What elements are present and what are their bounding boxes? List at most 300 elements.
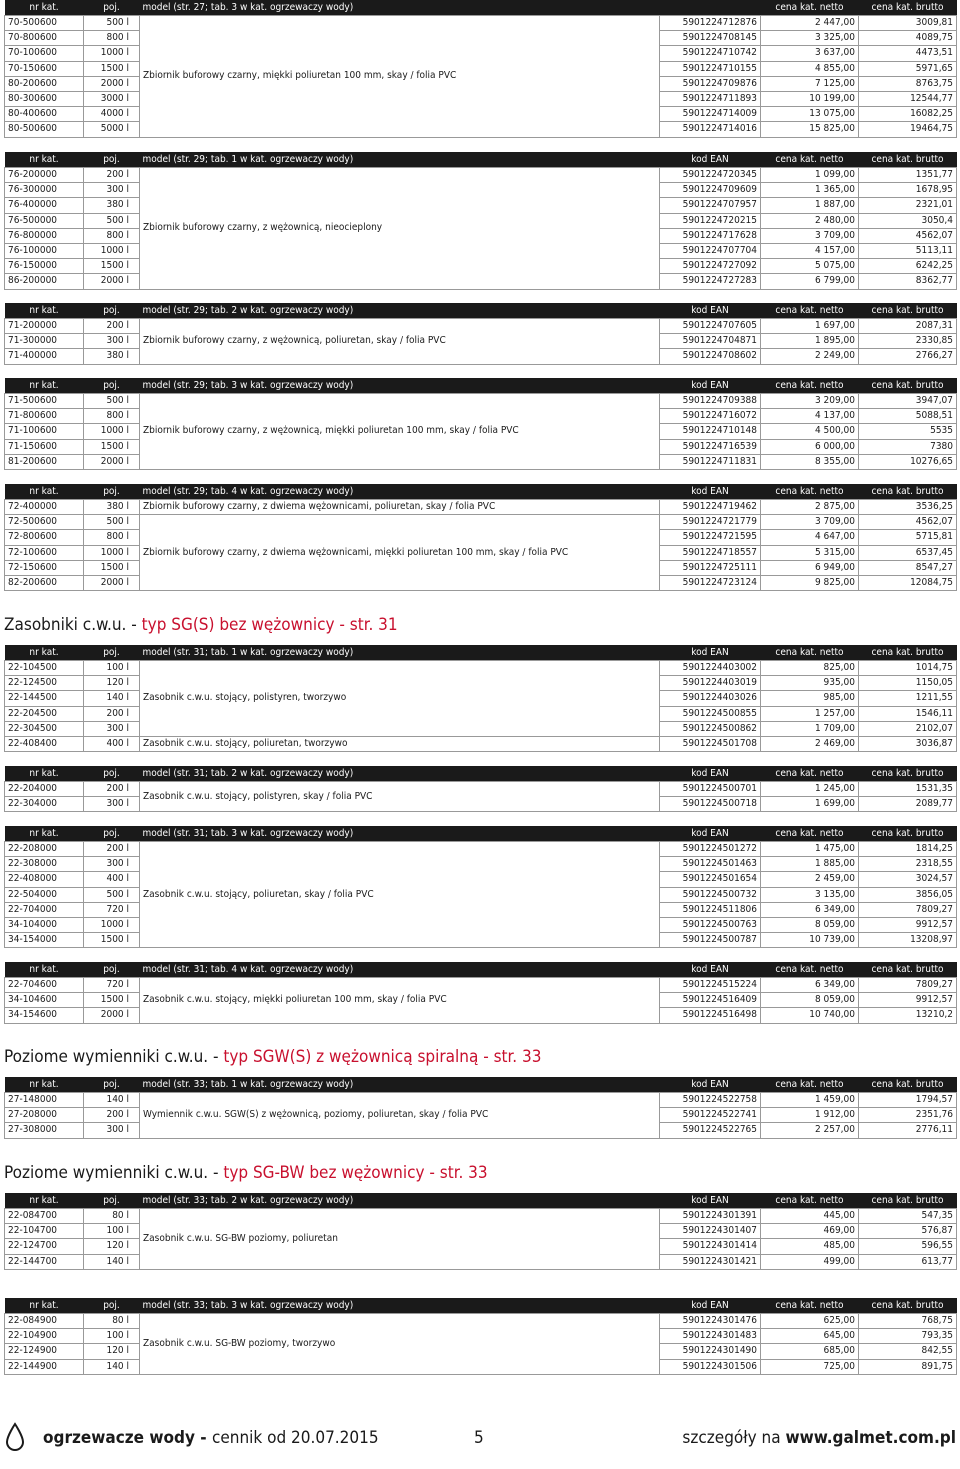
- capacity: 80 l: [84, 1209, 140, 1224]
- model-description: Zbiornik buforowy czarny, z dwiema wężownicami, poliuretan, skay / folia PVC: [140, 500, 660, 515]
- net-price: 1 709,00: [761, 721, 859, 736]
- price-table: [4, 0, 957, 138]
- capacity: 4000 l: [84, 107, 140, 122]
- net-price: 6 000,00: [761, 439, 859, 454]
- gross-price: 6242,25: [859, 259, 957, 274]
- capacity: 200 l: [84, 842, 140, 857]
- net-price: 6 349,00: [761, 902, 859, 917]
- capacity: 500 l: [84, 394, 140, 409]
- net-price: 1 697,00: [761, 319, 859, 334]
- header-gross: cena kat. brutto: [859, 962, 957, 978]
- capacity: 500 l: [84, 887, 140, 902]
- catalog-number: 34-154600: [5, 1008, 84, 1023]
- model-description: Zasobnik c.w.u. stojący, poliuretan, tworzywo: [140, 736, 660, 751]
- net-price: 3 135,00: [761, 887, 859, 902]
- footer-title: ogrzewacze wody - cennik od 20.07.2015: [43, 1428, 379, 1448]
- header-capacity: poj.: [84, 303, 140, 319]
- ean-code: 5901224712876: [660, 16, 761, 31]
- ean-code: 5901224501708: [660, 736, 761, 751]
- gross-price: 2776,11: [859, 1123, 957, 1138]
- catalog-number: 70-100600: [5, 46, 84, 61]
- catalog-number: 22-208000: [5, 842, 84, 857]
- ean-code: 5901224515224: [660, 978, 761, 993]
- gross-price: 596,55: [859, 1239, 957, 1254]
- header-ean: kod EAN: [660, 152, 761, 168]
- gross-price: 891,75: [859, 1359, 957, 1374]
- capacity: 400 l: [84, 736, 140, 751]
- catalog-number: 76-300000: [5, 183, 84, 198]
- gross-price: 2330,85: [859, 334, 957, 349]
- header-ean: kod EAN: [660, 1193, 761, 1209]
- ean-code: 5901224500718: [660, 797, 761, 812]
- catalog-number: 34-104000: [5, 917, 84, 932]
- catalog-number: 70-500600: [5, 16, 84, 31]
- net-price: 3 325,00: [761, 31, 859, 46]
- header-capacity: poj.: [84, 1298, 140, 1314]
- ean-code: 5901224301476: [660, 1314, 761, 1329]
- net-price: 985,00: [761, 691, 859, 706]
- catalog-number: 72-100600: [5, 545, 84, 560]
- catalog-number: 22-704600: [5, 978, 84, 993]
- net-price: 1 895,00: [761, 334, 859, 349]
- net-price: 725,00: [761, 1359, 859, 1374]
- table-row: [5, 1093, 957, 1108]
- net-price: 499,00: [761, 1254, 859, 1269]
- model-description: Zasobnik c.w.u. stojący, polistyren, tworzywo: [140, 661, 660, 737]
- net-price: 4 157,00: [761, 243, 859, 258]
- net-price: 10 739,00: [761, 933, 859, 948]
- net-price: 1 099,00: [761, 168, 859, 183]
- net-price: 8 059,00: [761, 917, 859, 932]
- capacity: 200 l: [84, 1108, 140, 1123]
- capacity: 3000 l: [84, 91, 140, 106]
- capacity: 300 l: [84, 797, 140, 812]
- header-ean: [660, 0, 761, 16]
- header-model: model (str. 31; tab. 2 w kat. ogrzewaczy wody): [140, 766, 660, 782]
- header-gross: cena kat. brutto: [859, 1193, 957, 1209]
- section-title-type: typ SG(S) bez wężownicy - str. 31: [141, 615, 398, 635]
- capacity: 120 l: [84, 676, 140, 691]
- capacity: 500 l: [84, 213, 140, 228]
- table-header-row: [5, 378, 957, 394]
- net-price: 2 459,00: [761, 872, 859, 887]
- header-net: cena kat. netto: [761, 962, 859, 978]
- gross-price: 5088,51: [859, 409, 957, 424]
- section-title: [4, 615, 398, 635]
- header-net: cena kat. netto: [761, 645, 859, 661]
- net-price: 1 885,00: [761, 857, 859, 872]
- header-model: model (str. 27; tab. 3 w kat. ogrzewaczy wody): [140, 0, 660, 16]
- net-price: 5 075,00: [761, 259, 859, 274]
- header-net: cena kat. netto: [761, 303, 859, 319]
- table-row: [5, 394, 957, 409]
- ean-code: 5901224720345: [660, 168, 761, 183]
- catalog-number: 76-500000: [5, 213, 84, 228]
- catalog-number: 22-124500: [5, 676, 84, 691]
- ean-code: 5901224720215: [660, 213, 761, 228]
- net-price: 9 825,00: [761, 575, 859, 590]
- table-row: [5, 782, 957, 797]
- catalog-number: 27-208000: [5, 1108, 84, 1123]
- gross-price: 19464,75: [859, 122, 957, 137]
- ean-code: 5901224500763: [660, 917, 761, 932]
- price-table: [4, 826, 957, 948]
- header-capacity: poj.: [84, 766, 140, 782]
- capacity: 1000 l: [84, 917, 140, 932]
- catalog-number: 70-150600: [5, 61, 84, 76]
- ean-code: 5901224727283: [660, 274, 761, 289]
- header-ean: kod EAN: [660, 826, 761, 842]
- catalog-number: 81-200600: [5, 454, 84, 469]
- ean-code: 5901224723124: [660, 575, 761, 590]
- gross-price: 3024,57: [859, 872, 957, 887]
- price-table: [4, 1077, 957, 1139]
- ean-code: 5901224522741: [660, 1108, 761, 1123]
- header-capacity: poj.: [84, 645, 140, 661]
- capacity: 140 l: [84, 1093, 140, 1108]
- ean-code: 5901224301421: [660, 1254, 761, 1269]
- catalog-number: 71-300000: [5, 334, 84, 349]
- gross-price: 13210,2: [859, 1008, 957, 1023]
- catalog-number: 22-104700: [5, 1224, 84, 1239]
- catalog-number: 71-800600: [5, 409, 84, 424]
- gross-price: 7809,27: [859, 978, 957, 993]
- header-model: model (str. 29; tab. 1 w kat. ogrzewaczy wody): [140, 152, 660, 168]
- gross-price: 9912,57: [859, 993, 957, 1008]
- table-header-row: [5, 645, 957, 661]
- ean-code: 5901224709609: [660, 183, 761, 198]
- capacity: 380 l: [84, 500, 140, 515]
- gross-price: 4089,75: [859, 31, 957, 46]
- header-model: model (str. 29; tab. 4 w kat. ogrzewaczy wody): [140, 484, 660, 500]
- net-price: 1 887,00: [761, 198, 859, 213]
- net-price: 645,00: [761, 1329, 859, 1344]
- ean-code: 5901224500701: [660, 782, 761, 797]
- header-model: model (str. 33; tab. 2 w kat. ogrzewaczy wody): [140, 1193, 660, 1209]
- gross-price: 842,55: [859, 1344, 957, 1359]
- table-row: [5, 736, 957, 751]
- ean-code: 5901224710742: [660, 46, 761, 61]
- header-net: cena kat. netto: [761, 152, 859, 168]
- ean-code: 5901224403002: [660, 661, 761, 676]
- header-nr: nr kat.: [5, 826, 84, 842]
- catalog-number: 72-400000: [5, 500, 84, 515]
- net-price: 15 825,00: [761, 122, 859, 137]
- capacity: 500 l: [84, 16, 140, 31]
- gross-price: 1794,57: [859, 1093, 957, 1108]
- catalog-number: 80-500600: [5, 122, 84, 137]
- gross-price: 1531,35: [859, 782, 957, 797]
- ean-code: 5901224500855: [660, 706, 761, 721]
- gross-price: 1150,05: [859, 676, 957, 691]
- water-drop-icon: [4, 1422, 26, 1456]
- header-ean: kod EAN: [660, 766, 761, 782]
- ean-code: 5901224714016: [660, 122, 761, 137]
- ean-code: 5901224714009: [660, 107, 761, 122]
- model-description: Zasobnik c.w.u. stojący, poliuretan, skay / folia PVC: [140, 842, 660, 948]
- capacity: 2000 l: [84, 1008, 140, 1023]
- catalog-number: 76-100000: [5, 243, 84, 258]
- table-header-row: [5, 303, 957, 319]
- header-nr: nr kat.: [5, 645, 84, 661]
- section-title-main: Zasobniki c.w.u. -: [4, 615, 142, 635]
- catalog-number: 82-200600: [5, 575, 84, 590]
- header-ean: kod EAN: [660, 645, 761, 661]
- capacity: 2000 l: [84, 575, 140, 590]
- gross-price: 4562,07: [859, 228, 957, 243]
- header-model: model (str. 29; tab. 2 w kat. ogrzewaczy wody): [140, 303, 660, 319]
- ean-code: 5901224501272: [660, 842, 761, 857]
- capacity: 400 l: [84, 872, 140, 887]
- net-price: 4 137,00: [761, 409, 859, 424]
- model-description: Zbiornik buforowy czarny, z wężownicą, nieocieplony: [140, 168, 660, 290]
- net-price: 8 355,00: [761, 454, 859, 469]
- ean-code: 5901224301407: [660, 1224, 761, 1239]
- gross-price: 7809,27: [859, 902, 957, 917]
- table-row: [5, 978, 957, 993]
- capacity: 1000 l: [84, 424, 140, 439]
- ean-code: 5901224501654: [660, 872, 761, 887]
- capacity: 2000 l: [84, 454, 140, 469]
- table-row: [5, 16, 957, 31]
- model-description: Zbiornik buforowy czarny, z wężownicą, miękki poliuretan 100 mm, skay / folia PVC: [140, 394, 660, 470]
- gross-price: 793,35: [859, 1329, 957, 1344]
- ean-code: 5901224709876: [660, 76, 761, 91]
- catalog-number: 22-084700: [5, 1209, 84, 1224]
- catalog-number: 34-104600: [5, 993, 84, 1008]
- section-title: [4, 1163, 488, 1183]
- capacity: 300 l: [84, 857, 140, 872]
- capacity: 1500 l: [84, 933, 140, 948]
- capacity: 380 l: [84, 198, 140, 213]
- header-capacity: poj.: [84, 484, 140, 500]
- net-price: 2 447,00: [761, 16, 859, 31]
- ean-code: 5901224511806: [660, 902, 761, 917]
- gross-price: 3536,25: [859, 500, 957, 515]
- table-row: [5, 661, 957, 676]
- header-nr: nr kat.: [5, 1193, 84, 1209]
- table-row: [5, 168, 957, 183]
- catalog-number: 76-200000: [5, 168, 84, 183]
- table-header-row: [5, 0, 957, 16]
- header-capacity: poj.: [84, 1077, 140, 1093]
- gross-price: 2766,27: [859, 349, 957, 364]
- gross-price: 6537,45: [859, 545, 957, 560]
- catalog-number: 22-504000: [5, 887, 84, 902]
- net-price: 445,00: [761, 1209, 859, 1224]
- gross-price: 1814,25: [859, 842, 957, 857]
- net-price: 10 740,00: [761, 1008, 859, 1023]
- ean-code: 5901224704871: [660, 334, 761, 349]
- header-gross: cena kat. brutto: [859, 378, 957, 394]
- table-row: [5, 319, 957, 334]
- section-title: [4, 1047, 541, 1067]
- header-ean: kod EAN: [660, 1298, 761, 1314]
- gross-price: 3947,07: [859, 394, 957, 409]
- catalog-number: 22-124900: [5, 1344, 84, 1359]
- catalog-number: 71-150600: [5, 439, 84, 454]
- header-nr: nr kat.: [5, 378, 84, 394]
- capacity: 500 l: [84, 515, 140, 530]
- net-price: 1 699,00: [761, 797, 859, 812]
- net-price: 469,00: [761, 1224, 859, 1239]
- net-price: 7 125,00: [761, 76, 859, 91]
- catalog-number: 72-800600: [5, 530, 84, 545]
- catalog-number: 76-150000: [5, 259, 84, 274]
- net-price: 2 875,00: [761, 500, 859, 515]
- gross-price: 2321,01: [859, 198, 957, 213]
- catalog-number: 22-408400: [5, 736, 84, 751]
- gross-price: 1351,77: [859, 168, 957, 183]
- price-table: [4, 962, 957, 1024]
- catalog-number: 76-800000: [5, 228, 84, 243]
- gross-price: 2102,07: [859, 721, 957, 736]
- header-gross: cena kat. brutto: [859, 303, 957, 319]
- header-capacity: poj.: [84, 152, 140, 168]
- ean-code: 5901224500732: [660, 887, 761, 902]
- capacity: 2000 l: [84, 76, 140, 91]
- model-description: Zasobnik c.w.u. stojący, polistyren, skay / folia PVC: [140, 782, 660, 812]
- capacity: 800 l: [84, 228, 140, 243]
- capacity: 300 l: [84, 334, 140, 349]
- ean-code: 5901224301506: [660, 1359, 761, 1374]
- catalog-number: 71-400000: [5, 349, 84, 364]
- ean-code: 5901224707957: [660, 198, 761, 213]
- header-ean: kod EAN: [660, 378, 761, 394]
- table-header-row: [5, 766, 957, 782]
- catalog-number: 22-144700: [5, 1254, 84, 1269]
- capacity: 100 l: [84, 1224, 140, 1239]
- gross-price: 10276,65: [859, 454, 957, 469]
- header-net: cena kat. netto: [761, 0, 859, 16]
- ean-code: 5901224708145: [660, 31, 761, 46]
- header-net: cena kat. netto: [761, 378, 859, 394]
- ean-code: 5901224301391: [660, 1209, 761, 1224]
- model-description: Zbiornik buforowy czarny, miękki poliuretan 100 mm, skay / folia PVC: [140, 16, 660, 138]
- header-capacity: poj.: [84, 962, 140, 978]
- header-ean: kod EAN: [660, 484, 761, 500]
- capacity: 80 l: [84, 1314, 140, 1329]
- header-net: cena kat. netto: [761, 826, 859, 842]
- table-header-row: [5, 962, 957, 978]
- header-model: model (str. 31; tab. 3 w kat. ogrzewaczy wody): [140, 826, 660, 842]
- gross-price: 1211,55: [859, 691, 957, 706]
- header-capacity: poj.: [84, 1193, 140, 1209]
- ean-code: 5901224725111: [660, 560, 761, 575]
- header-gross: cena kat. brutto: [859, 645, 957, 661]
- header-nr: nr kat.: [5, 152, 84, 168]
- catalog-number: 70-800600: [5, 31, 84, 46]
- ean-code: 5901224718557: [660, 545, 761, 560]
- catalog-number: 22-304000: [5, 797, 84, 812]
- table-row: [5, 842, 957, 857]
- capacity: 720 l: [84, 902, 140, 917]
- ean-code: 5901224727092: [660, 259, 761, 274]
- gross-price: 547,35: [859, 1209, 957, 1224]
- model-description: Zasobnik c.w.u. stojący, miękki poliuretan 100 mm, skay / folia PVC: [140, 978, 660, 1024]
- gross-price: 12084,75: [859, 575, 957, 590]
- catalog-number: 71-100600: [5, 424, 84, 439]
- net-price: 2 469,00: [761, 736, 859, 751]
- price-table: [4, 378, 957, 470]
- model-description: Wymiennik c.w.u. SGW(S) z wężownicą, poziomy, poliuretan, skay / folia PVC: [140, 1093, 660, 1139]
- ean-code: 5901224711893: [660, 91, 761, 106]
- header-capacity: poj.: [84, 826, 140, 842]
- net-price: 485,00: [761, 1239, 859, 1254]
- capacity: 800 l: [84, 530, 140, 545]
- price-table: [4, 645, 957, 752]
- ean-code: 5901224709388: [660, 394, 761, 409]
- header-net: cena kat. netto: [761, 766, 859, 782]
- ean-code: 5901224301483: [660, 1329, 761, 1344]
- gross-price: 1546,11: [859, 706, 957, 721]
- header-nr: nr kat.: [5, 1077, 84, 1093]
- gross-price: 16082,25: [859, 107, 957, 122]
- capacity: 140 l: [84, 1359, 140, 1374]
- net-price: 1 245,00: [761, 782, 859, 797]
- header-nr: nr kat.: [5, 0, 84, 16]
- header-model: model (str. 31; tab. 1 w kat. ogrzewaczy wody): [140, 645, 660, 661]
- catalog-number: 22-124700: [5, 1239, 84, 1254]
- net-price: 1 257,00: [761, 706, 859, 721]
- net-price: 8 059,00: [761, 993, 859, 1008]
- capacity: 200 l: [84, 168, 140, 183]
- net-price: 2 249,00: [761, 349, 859, 364]
- net-price: 625,00: [761, 1314, 859, 1329]
- table-header-row: [5, 1298, 957, 1314]
- capacity: 1000 l: [84, 243, 140, 258]
- catalog-number: 27-148000: [5, 1093, 84, 1108]
- gross-price: 2087,31: [859, 319, 957, 334]
- capacity: 1000 l: [84, 46, 140, 61]
- model-description: Zasobnik c.w.u. SG-BW poziomy, poliuretan: [140, 1209, 660, 1270]
- ean-code: 5901224403019: [660, 676, 761, 691]
- capacity: 200 l: [84, 319, 140, 334]
- section-title-main: Poziome wymienniki c.w.u. -: [4, 1047, 224, 1067]
- capacity: 1000 l: [84, 545, 140, 560]
- model-description: Zasobnik c.w.u. SG-BW poziomy, tworzywo: [140, 1314, 660, 1375]
- net-price: 3 709,00: [761, 515, 859, 530]
- capacity: 100 l: [84, 661, 140, 676]
- net-price: 3 209,00: [761, 394, 859, 409]
- ean-code: 5901224522765: [660, 1123, 761, 1138]
- gross-price: 576,87: [859, 1224, 957, 1239]
- table-header-row: [5, 484, 957, 500]
- capacity: 300 l: [84, 721, 140, 736]
- catalog-number: 22-084900: [5, 1314, 84, 1329]
- header-nr: nr kat.: [5, 766, 84, 782]
- ean-code: 5901224717628: [660, 228, 761, 243]
- table-header-row: [5, 152, 957, 168]
- gross-price: 8547,27: [859, 560, 957, 575]
- catalog-number: 80-300600: [5, 91, 84, 106]
- header-ean: kod EAN: [660, 962, 761, 978]
- ean-code: 5901224301414: [660, 1239, 761, 1254]
- gross-price: 8763,75: [859, 76, 957, 91]
- header-net: cena kat. netto: [761, 1193, 859, 1209]
- net-price: 825,00: [761, 661, 859, 676]
- ean-code: 5901224516409: [660, 993, 761, 1008]
- header-nr: nr kat.: [5, 303, 84, 319]
- footer-website: szczegóły na www.galmet.com.pl: [682, 1428, 956, 1448]
- capacity: 120 l: [84, 1239, 140, 1254]
- gross-price: 3050,4: [859, 213, 957, 228]
- gross-price: 7380: [859, 439, 957, 454]
- capacity: 140 l: [84, 1254, 140, 1269]
- catalog-number: 22-104500: [5, 661, 84, 676]
- model-description: Zbiornik buforowy czarny, z dwiema wężownicami, miękki poliuretan 100 mm, skay / folia PVC: [140, 515, 660, 591]
- header-ean: kod EAN: [660, 1077, 761, 1093]
